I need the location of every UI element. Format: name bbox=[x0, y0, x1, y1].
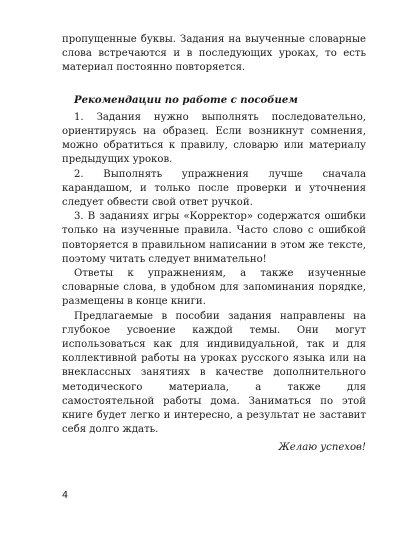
recommendation-item-2: 2. Выполнять упражнения лучше сначала карандашом, и только после проверки и уточнения следует обвести свой ответ ручкой. bbox=[62, 168, 366, 209]
section-heading: Рекомендации по работе с пособием bbox=[74, 94, 298, 106]
page-body bbox=[62, 33, 366, 456]
signoff: Желаю успехов! bbox=[278, 442, 366, 454]
answers-paragraph: Ответы к упражнениям, а также изученные словарные слова, в удобном для запоминания порядке, размещены в конце книги. bbox=[62, 268, 366, 308]
page-number: 4 bbox=[62, 490, 69, 501]
recommendation-item-3: 3. В заданиях игры «Корректор» содержатся ошибки только на изученные правила. Часто слово с ошибкой повторяется в правильном написании в этом же тексте, поэтому читать следует внимательно! bbox=[62, 211, 366, 265]
intro-paragraph: пропущенные буквы. Задания на выученные словарные слова встречаются и в последующих уроках, то есть материал постоянно повторяется. bbox=[62, 34, 366, 74]
purpose-paragraph: Предлагаемые в пособии задания направлены на глубокое усвоение каждой темы. Они могут использоваться как для индивидуальной, так и для коллективной работы на уроках русского языка или на внеклассных занятиях в качестве дополнительного методического материала, а также для самостоятельной работы дома. Заниматься по этой книге будет легко и интересно, а результат не заставит себя долго ждать. bbox=[62, 310, 366, 436]
recommendation-item-1: 1. Задания нужно выполнять последовательно, ориентируясь на образец. Если возникнут сомнения, можно обратиться к правилу, словарю или материалу предыдущих уроков. bbox=[62, 111, 366, 166]
